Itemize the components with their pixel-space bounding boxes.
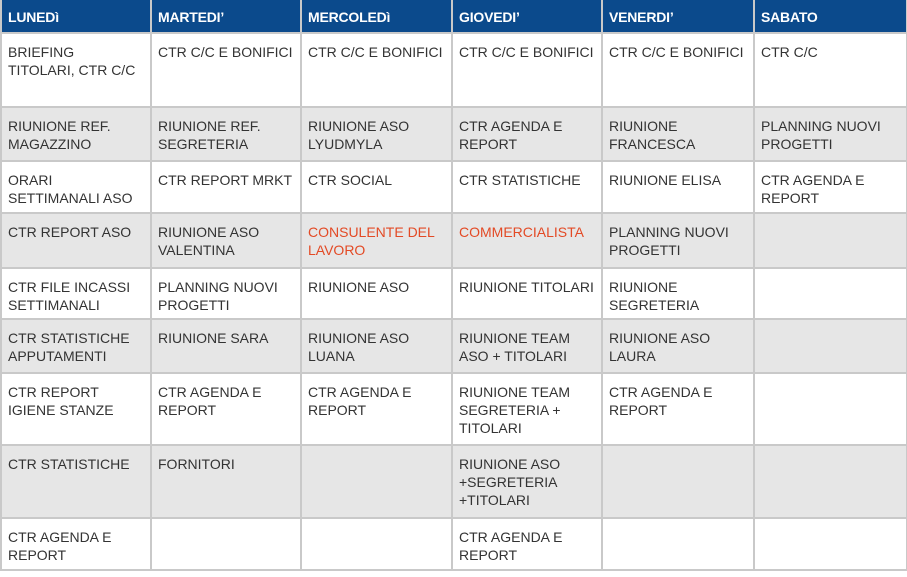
- task-cell: [754, 373, 907, 445]
- task-cell: [151, 518, 301, 570]
- day-header-monday: LUNEDì: [1, 0, 151, 33]
- task-cell: RIUNIONE REF. MAGAZZINO: [1, 107, 151, 161]
- task-cell: PLANNING NUOVI PROGETTI: [602, 213, 754, 268]
- task-cell: PLANNING NUOVI PROGETTI: [151, 268, 301, 319]
- table-row: [1, 268, 907, 319]
- table-row: [1, 213, 907, 268]
- task-cell: CTR AGENDA E REPORT: [151, 373, 301, 445]
- table-row: [1, 161, 907, 213]
- task-cell: CTR STATISTICHE: [452, 161, 602, 213]
- table-row: [1, 107, 907, 161]
- table-row: [1, 445, 907, 518]
- task-cell: RIUNIONE ASO VALENTINA: [151, 213, 301, 268]
- task-cell: CTR AGENDA E REPORT: [602, 373, 754, 445]
- task-cell: RIUNIONE SARA: [151, 319, 301, 373]
- task-cell: CTR C/C E BONIFICI: [301, 33, 452, 107]
- task-cell: CTR C/C: [754, 33, 907, 107]
- task-cell: CTR AGENDA E REPORT: [301, 373, 452, 445]
- day-header-friday: VENERDI’: [602, 0, 754, 33]
- task-cell: [754, 319, 907, 373]
- task-cell: CTR REPORT MRKT: [151, 161, 301, 213]
- day-header-thursday: GIOVEDI’: [452, 0, 602, 33]
- task-cell: [754, 268, 907, 319]
- task-cell: CTR REPORT ASO: [1, 213, 151, 268]
- task-cell: RIUNIONE SEGRETERIA: [602, 268, 754, 319]
- task-cell: PLANNING NUOVI PROGETTI: [754, 107, 907, 161]
- task-cell: CTR AGENDA E REPORT: [452, 518, 602, 570]
- task-cell: RIUNIONE FRANCESCA: [602, 107, 754, 161]
- task-cell: RIUNIONE ASO +SEGRETERIA +TITOLARI: [452, 445, 602, 518]
- task-cell: CTR FILE INCASSI SETTIMANALI: [1, 268, 151, 319]
- task-cell-highlighted: CONSULENTE DEL LAVORO: [301, 213, 452, 268]
- task-cell: BRIEFING TITOLARI, CTR C/C: [1, 33, 151, 107]
- task-cell: FORNITORI: [151, 445, 301, 518]
- task-cell: RIUNIONE REF. SEGRETERIA: [151, 107, 301, 161]
- task-cell: RIUNIONE TITOLARI: [452, 268, 602, 319]
- task-cell: [602, 518, 754, 570]
- task-cell: CTR C/C E BONIFICI: [151, 33, 301, 107]
- task-cell: CTR AGENDA E REPORT: [754, 161, 907, 213]
- header-row: [1, 0, 907, 33]
- task-cell: [301, 518, 452, 570]
- task-cell: CTR AGENDA E REPORT: [1, 518, 151, 570]
- task-cell: RIUNIONE ASO LUANA: [301, 319, 452, 373]
- table-row: [1, 33, 907, 107]
- task-cell: RIUNIONE ASO: [301, 268, 452, 319]
- day-header-tuesday: MARTEDI’: [151, 0, 301, 33]
- task-cell: CTR SOCIAL: [301, 161, 452, 213]
- task-cell: CTR C/C E BONIFICI: [602, 33, 754, 107]
- task-cell: RIUNIONE ASO LYUDMYLA: [301, 107, 452, 161]
- day-header-saturday: SABATO: [754, 0, 907, 33]
- task-cell: CTR AGENDA E REPORT: [452, 107, 602, 161]
- table-row: [1, 319, 907, 373]
- task-cell: [754, 518, 907, 570]
- task-cell: CTR STATISTICHE APPUTAMENTI: [1, 319, 151, 373]
- task-cell: RIUNIONE ASO LAURA: [602, 319, 754, 373]
- task-cell: RIUNIONE TEAM SEGRETERIA + TITOLARI: [452, 373, 602, 445]
- day-header-wednesday: MERCOLEDì: [301, 0, 452, 33]
- task-cell: CTR REPORT IGIENE STANZE: [1, 373, 151, 445]
- task-cell: [602, 445, 754, 518]
- task-cell: CTR STATISTICHE: [1, 445, 151, 518]
- task-cell: CTR C/C E BONIFICI: [452, 33, 602, 107]
- task-cell: ORARI SETTIMANALI ASO: [1, 161, 151, 213]
- table-row: [1, 373, 907, 445]
- task-cell: RIUNIONE TEAM ASO + TITOLARI: [452, 319, 602, 373]
- table-row: [1, 518, 907, 570]
- task-cell: [754, 445, 907, 518]
- task-cell: [301, 445, 452, 518]
- task-cell: [754, 213, 907, 268]
- task-cell: RIUNIONE ELISA: [602, 161, 754, 213]
- task-cell-highlighted: COMMERCIALISTA: [452, 213, 602, 268]
